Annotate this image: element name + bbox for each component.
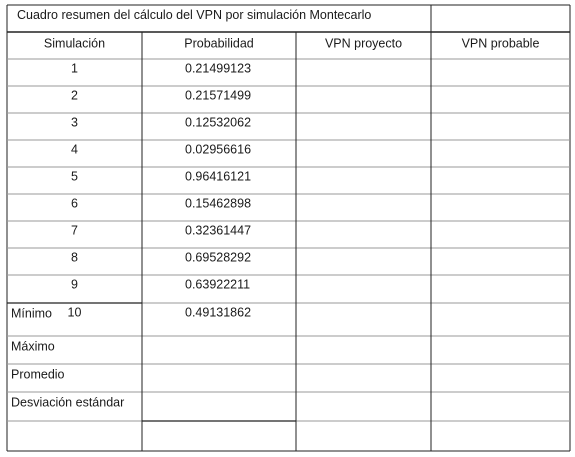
probability-value: 0.69528292	[185, 250, 252, 265]
stat-label: Mínimo	[11, 306, 52, 321]
table-title: Cuadro resumen del cálculo del VPN por simulación Montecarlo	[17, 7, 372, 22]
simulation-number: 4	[71, 142, 78, 157]
probability-value: 0.12532062	[185, 115, 252, 130]
simulation-number: 3	[71, 115, 78, 130]
simulation-number: 8	[71, 250, 78, 265]
simulation-number: 9	[71, 277, 78, 292]
simulation-number: 10	[67, 305, 82, 320]
table-grid-lines	[7, 5, 570, 451]
column-header: VPN proyecto	[324, 36, 403, 51]
column-header: Simulación	[43, 36, 106, 51]
probability-value: 0.15462898	[185, 196, 252, 211]
simulation-number: 1	[71, 61, 78, 76]
simulation-number: 5	[71, 169, 78, 184]
simulation-number: 2	[71, 88, 78, 103]
probability-value: 0.63922211	[185, 277, 251, 292]
table-text	[11, 8, 539, 410]
stat-label: Máximo	[11, 339, 55, 354]
simulation-number: 7	[71, 223, 78, 238]
probability-value: 0.21571499	[185, 88, 252, 103]
probability-value: 0.32361447	[185, 223, 252, 238]
stat-label: Promedio	[11, 367, 65, 382]
probability-value: 0.21499123	[185, 61, 252, 76]
probability-value: 0.96416121	[185, 169, 252, 184]
probability-value: 0.49131862	[185, 305, 252, 320]
probability-value: 0.02956616	[185, 142, 252, 157]
column-header: Probabilidad	[184, 36, 254, 51]
simulation-number: 6	[71, 196, 78, 211]
column-header: VPN probable	[461, 36, 540, 51]
stat-label: Desviación estándar	[11, 395, 125, 410]
